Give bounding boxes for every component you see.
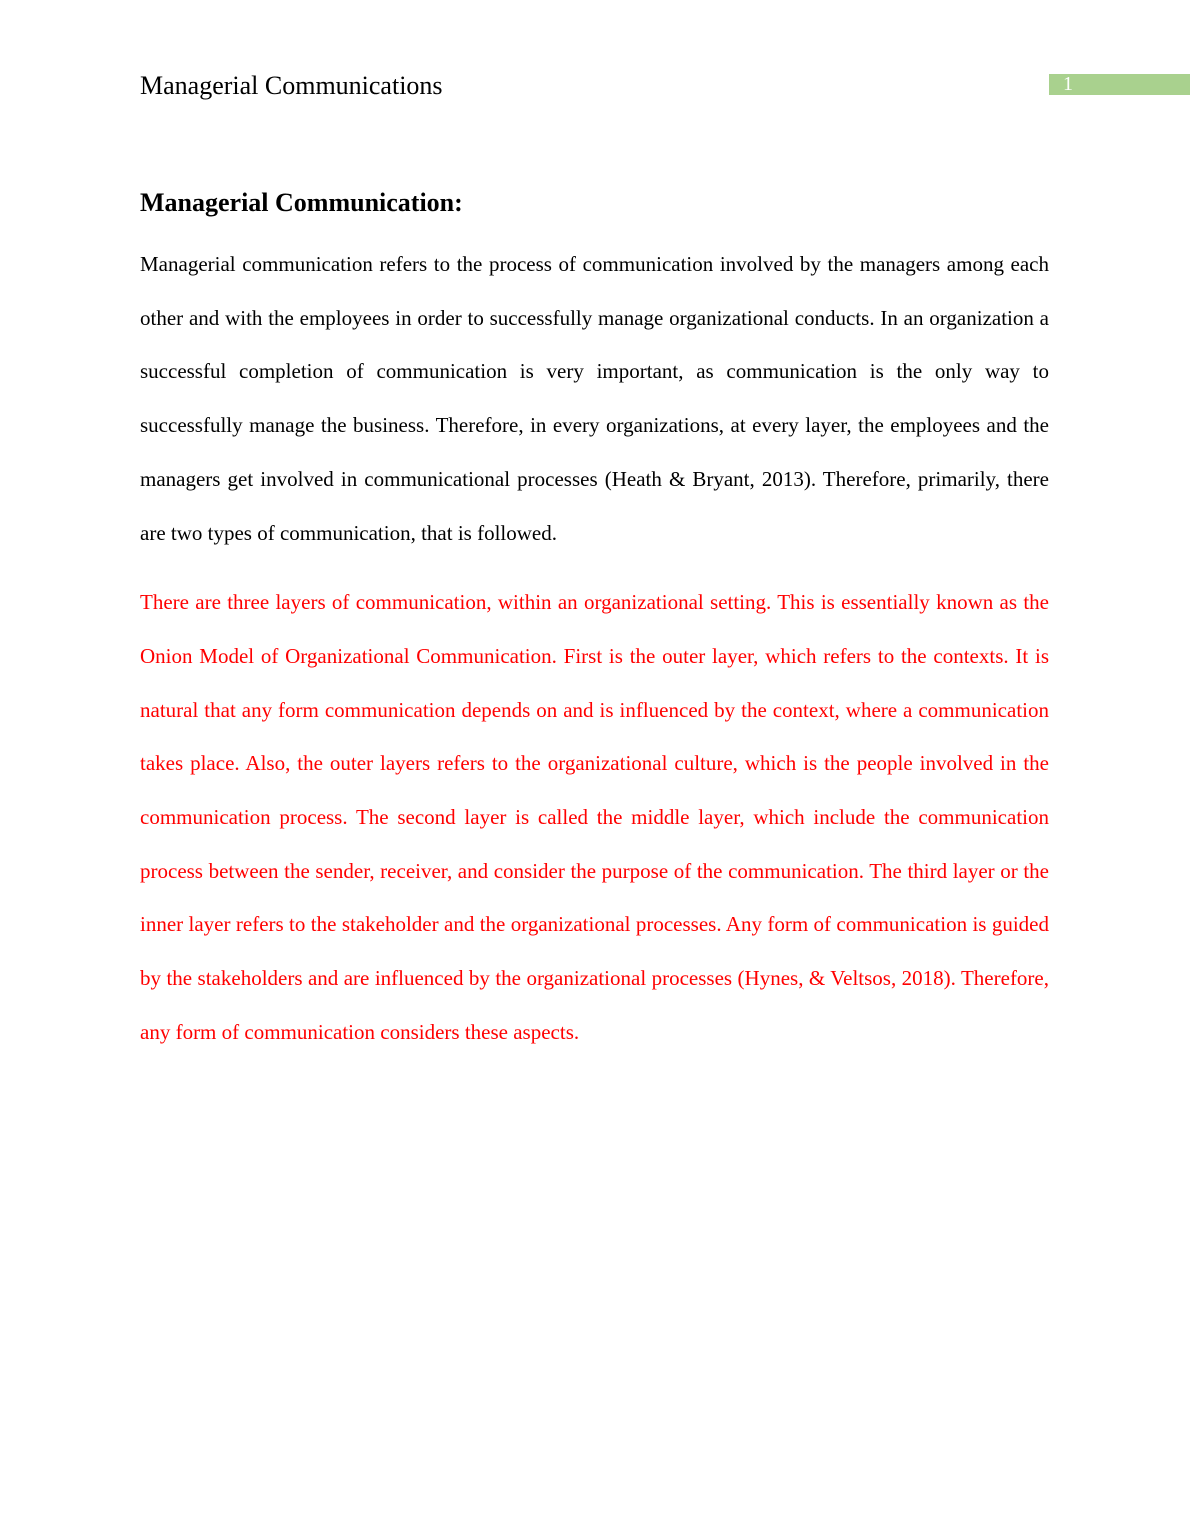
page-number-bar [1049, 74, 1190, 95]
page-number: 1 [1063, 73, 1073, 95]
header-title: Managerial Communications [140, 71, 443, 100]
section-heading: Managerial Communication: [140, 188, 463, 217]
paragraph-onion-model: There are three layers of communication, within an organizational setting. This is essentially known as the Onion Model of Organizational Communication. First is the outer layer, which refers to the contexts. It is natural that any form communication depends on and is influenced by the context, where a communication takes place. Also, the outer layers refers to the organizational culture, which is the people involved in the communication process. The second layer is called the middle layer, which include the communication process between the sender, receiver, and consider the purpose of the communication. The third layer or the inner layer refers to the stakeholder and the organizational processes. Any form of communication is guided by the stakeholders and are influenced by the organizational processes (Hynes, & Veltsos, 2018). Therefore, any form of communication considers these aspects. [140, 590, 1049, 1044]
paragraph-managerial-communication: Managerial communication refers to the process of communication involved by the managers among each other and with the employees in order to successfully manage organizational conducts. In an organization a successful completion of communication is very important, as communication is the only way to successfully manage the business. Therefore, in every organizations, at every layer, the employees and the managers get involved in communicational processes (Heath & Bryant, 2013). Therefore, primarily, there are two types of communication, that is followed. [140, 252, 1049, 545]
document-body [140, 184, 1049, 1060]
